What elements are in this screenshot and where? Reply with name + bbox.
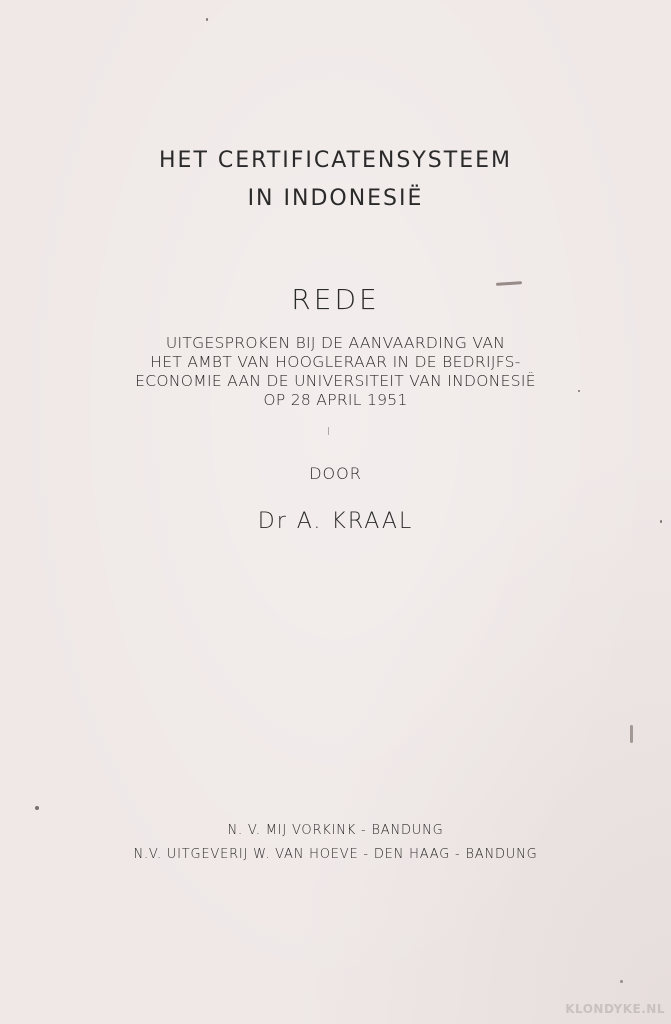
subtitle-line-4: OP 28 APRIL 1951	[263, 391, 408, 409]
subtitle-line-2: HET AMBT VAN HOOGLERAAR IN DE BEDRIJFS-	[150, 353, 521, 371]
publisher-line-1: N. V. MIJ VORKINK - BANDUNG	[227, 823, 444, 838]
paper-speck	[630, 725, 633, 743]
title-line-1: HET CERTIFICATENSYSTEEM	[159, 148, 512, 173]
paper-speck	[620, 980, 623, 983]
paper-speck	[578, 390, 580, 392]
paper-speck	[328, 427, 329, 435]
author-name: Dr A. KRAAL	[257, 509, 414, 534]
paper-speck	[660, 520, 662, 523]
watermark-logo: KLONDYKE.NL	[565, 1002, 665, 1016]
publisher-line-2: N.V. UITGEVERIJ W. VAN HOEVE - DEN HAAG - BANDUNG	[133, 847, 538, 862]
subtitle-line-1: UITGESPROKEN BIJ DE AANVAARDING VAN	[165, 334, 506, 352]
paper-speck	[206, 18, 208, 21]
title-line-2: IN INDONESIË	[247, 186, 424, 211]
rede-heading: REDE	[291, 283, 380, 316]
paper-speck	[35, 806, 39, 810]
door-label: DOOR	[309, 464, 362, 483]
subtitle-line-3: ECONOMIE AAN DE UNIVERSITEIT VAN INDONESIË	[135, 372, 536, 390]
